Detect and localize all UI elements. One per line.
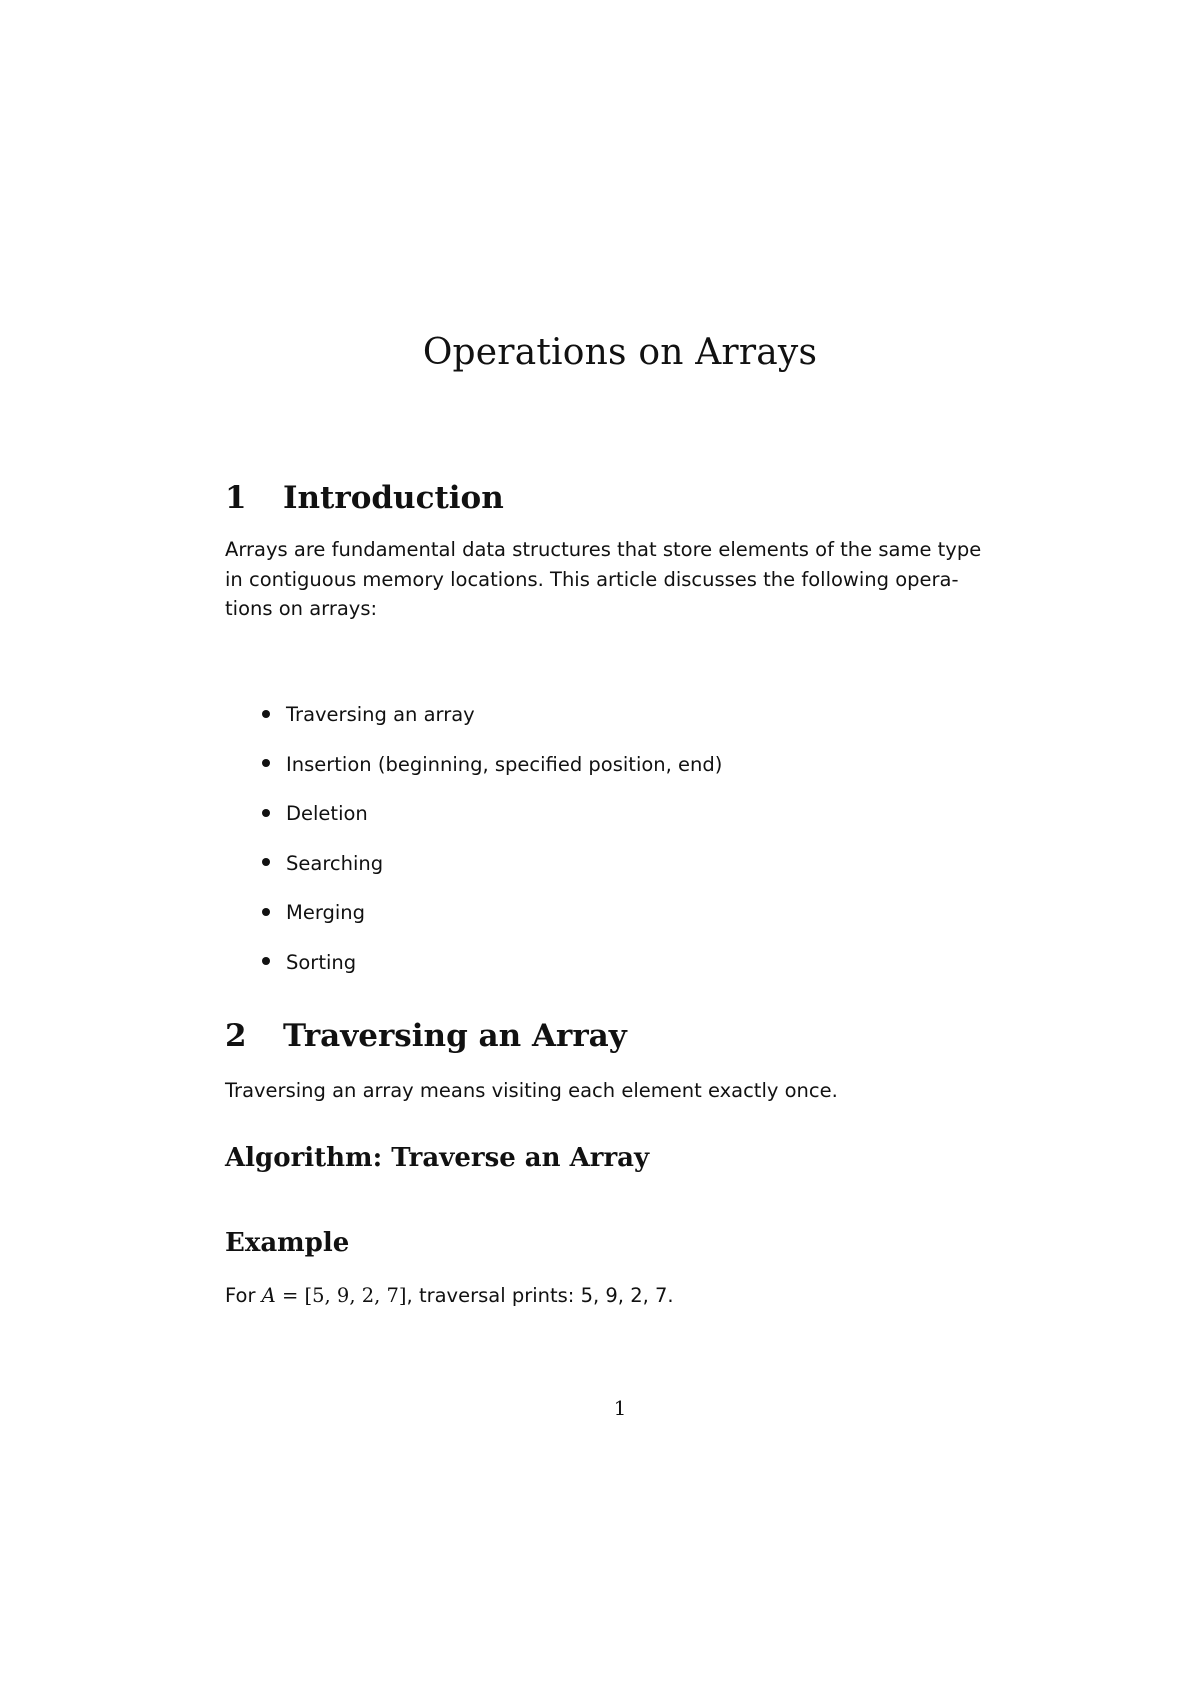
section-heading-traversing (225, 1018, 627, 1054)
traversing-paragraph: Traversing an array means visiting each element exactly once. (225, 1079, 838, 1102)
bullet-icon (262, 908, 270, 916)
bullet-icon (262, 759, 270, 767)
section-number: 2 (225, 1018, 247, 1054)
example-paragraph (225, 1281, 1015, 1311)
paragraph-line: in contiguous memory locations. This article discusses the following opera- (225, 567, 959, 591)
bullet-icon (262, 809, 270, 817)
list-item (262, 898, 722, 948)
paragraph-line: tions on arrays: (225, 597, 378, 620)
math-expression: = [5, 9, 2, 7] (275, 1284, 407, 1307)
document-title: Operations on Arrays (422, 332, 818, 373)
subsection-heading-example: Example (225, 1228, 350, 1258)
section-title: Traversing an Array (283, 1018, 627, 1054)
section-number: 1 (225, 480, 247, 516)
example-equation (262, 1284, 407, 1307)
list-item-text: Deletion (286, 802, 368, 825)
bullet-icon (262, 957, 270, 965)
list-item-text: Merging (286, 901, 366, 924)
list-item-text: Traversing an array (286, 703, 475, 726)
example-prefix: For (225, 1284, 262, 1307)
subsection-heading-algorithm: Algorithm: Traverse an Array (225, 1143, 650, 1173)
paragraph-line: Arrays are fundamental data structures that store elements of the same type (225, 538, 982, 561)
operations-list (262, 700, 722, 997)
list-item-text: Insertion (beginning, specified position, end) (286, 752, 723, 776)
math-variable: A (261, 1284, 276, 1307)
bullet-icon (262, 710, 270, 718)
list-item (262, 750, 722, 800)
list-item (262, 799, 722, 849)
bullet-icon (262, 858, 270, 866)
list-item (262, 948, 722, 998)
list-item-text: Sorting (286, 950, 357, 974)
page-number: 1 (613, 1396, 627, 1420)
example-suffix: , traversal prints: 5, 9, 2, 7. (406, 1284, 674, 1307)
section-title: Introduction (283, 480, 504, 516)
list-item (262, 849, 722, 899)
section-heading-introduction (225, 480, 504, 516)
list-item (262, 700, 722, 750)
introduction-paragraph (225, 535, 1015, 624)
list-item-text: Searching (286, 851, 384, 875)
